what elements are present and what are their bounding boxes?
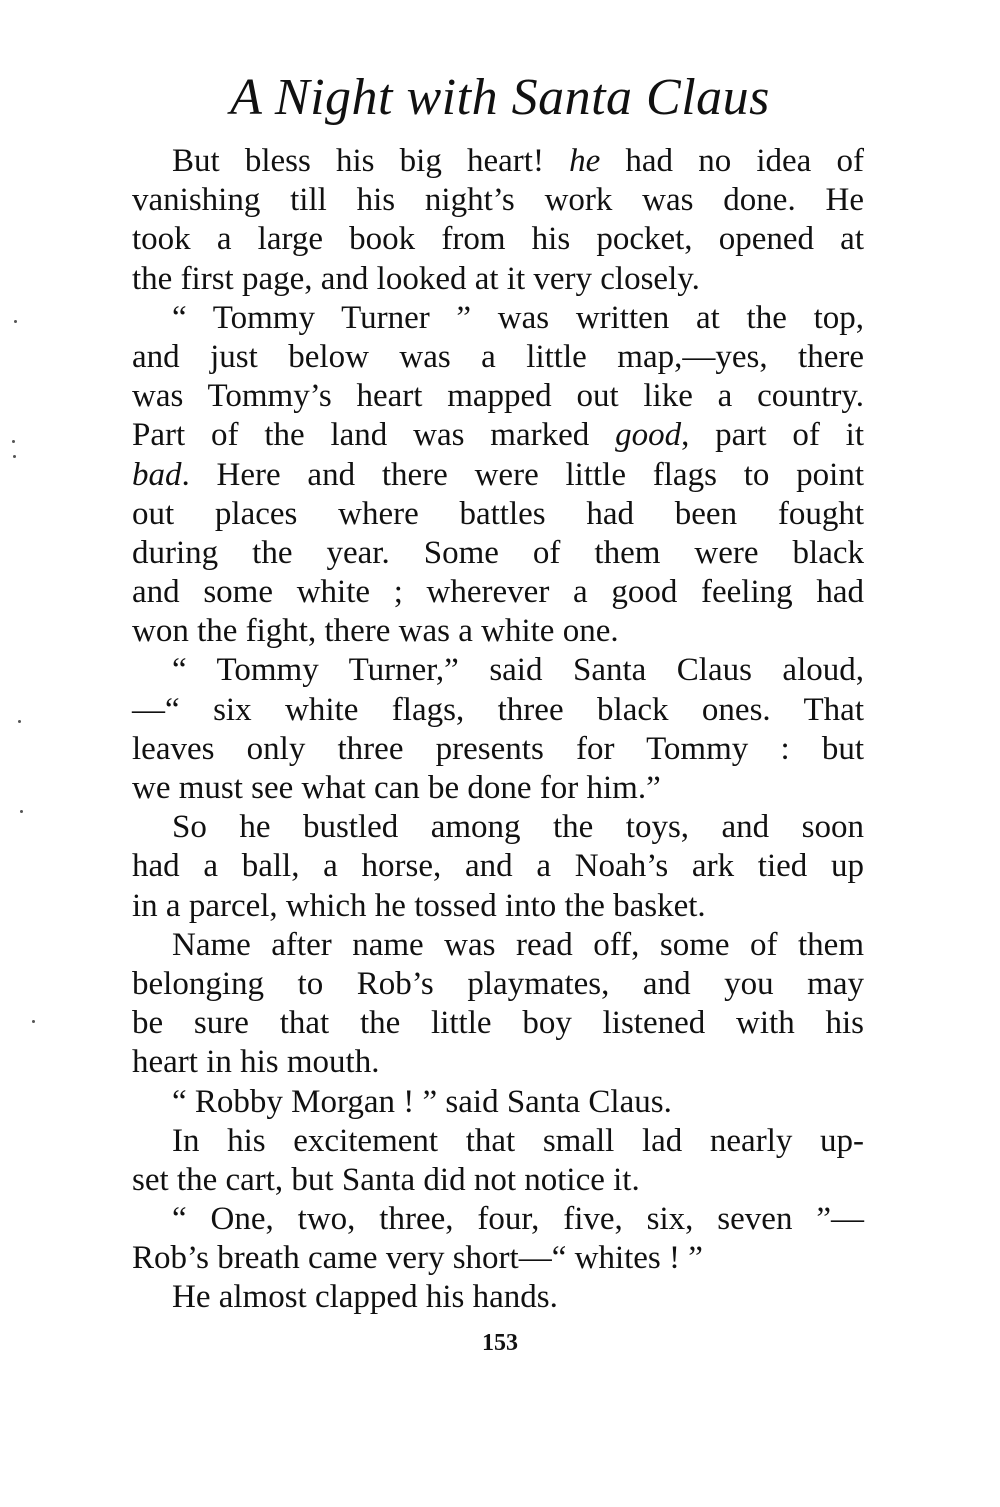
text-line: was Tommy’s heart mapped out like a country. xyxy=(132,378,864,415)
text-line: vanishing till his night’s work was done. He xyxy=(132,182,864,219)
text-line: during the year. Some of them were black xyxy=(132,534,864,571)
text-line: “ One, two, three, four, five, six, seven ”— xyxy=(172,1201,864,1238)
margin-speck xyxy=(13,455,16,458)
margin-speck xyxy=(32,1020,35,1023)
text-line: out places where battles had been fought xyxy=(132,495,864,532)
text-line: took a large book from his pocket, opened at xyxy=(132,221,864,258)
text-line: set the cart, but Santa did not notice it. xyxy=(132,1161,640,1198)
text-line: —“ six white flags, three black ones. That xyxy=(132,691,864,728)
text-line: So he bustled among the toys, and soon xyxy=(172,809,864,846)
margin-speck xyxy=(20,810,23,813)
running-title: A Night with Santa Claus xyxy=(230,69,770,126)
text-line: and some white ; wherever a good feeling had xyxy=(132,574,864,611)
text-line: we must see what can be done for him.” xyxy=(132,770,661,806)
page-number: 153 xyxy=(482,1330,518,1356)
text-line: Rob’s breath came very short—“ whites ! ” xyxy=(132,1240,703,1277)
text-line: and just below was a little map,—yes, there xyxy=(132,338,864,375)
text-line: “ Robby Morgan ! ” said Santa Claus. xyxy=(172,1083,672,1120)
text-line: Name after name was read off, some of them xyxy=(172,926,864,963)
margin-speck xyxy=(14,320,17,323)
text-line: bad. Here and there were little flags to point xyxy=(132,456,864,493)
text-line: belonging to Rob’s playmates, and you may xyxy=(132,965,864,1002)
text-line: In his excitement that small lad nearly up- xyxy=(172,1122,864,1159)
text-line: Part of the land was marked good, part of it xyxy=(132,417,864,454)
text-line: He almost clapped his hands. xyxy=(172,1279,558,1316)
text-line: heart in his mouth. xyxy=(132,1044,380,1081)
margin-speck xyxy=(12,440,15,443)
text-line: But bless his big heart! he had no idea of xyxy=(172,143,864,179)
text-line: be sure that the little boy listened with his xyxy=(132,1005,864,1042)
text-line: the first page, and looked at it very closely. xyxy=(132,260,700,297)
text-line: “ Tommy Turner ” was written at the top, xyxy=(172,299,864,336)
margin-speck xyxy=(18,720,21,723)
body-text xyxy=(132,142,864,1318)
text-line: had a ball, a horse, and a Noah’s ark tied up xyxy=(132,848,864,885)
text-line: in a parcel, which he tossed into the basket. xyxy=(132,887,706,924)
text-line: “ Tommy Turner,” said Santa Claus aloud, xyxy=(172,652,864,689)
text-line: won the fight, there was a white one. xyxy=(132,613,619,650)
text-line: leaves only three presents for Tommy : but xyxy=(132,730,864,767)
